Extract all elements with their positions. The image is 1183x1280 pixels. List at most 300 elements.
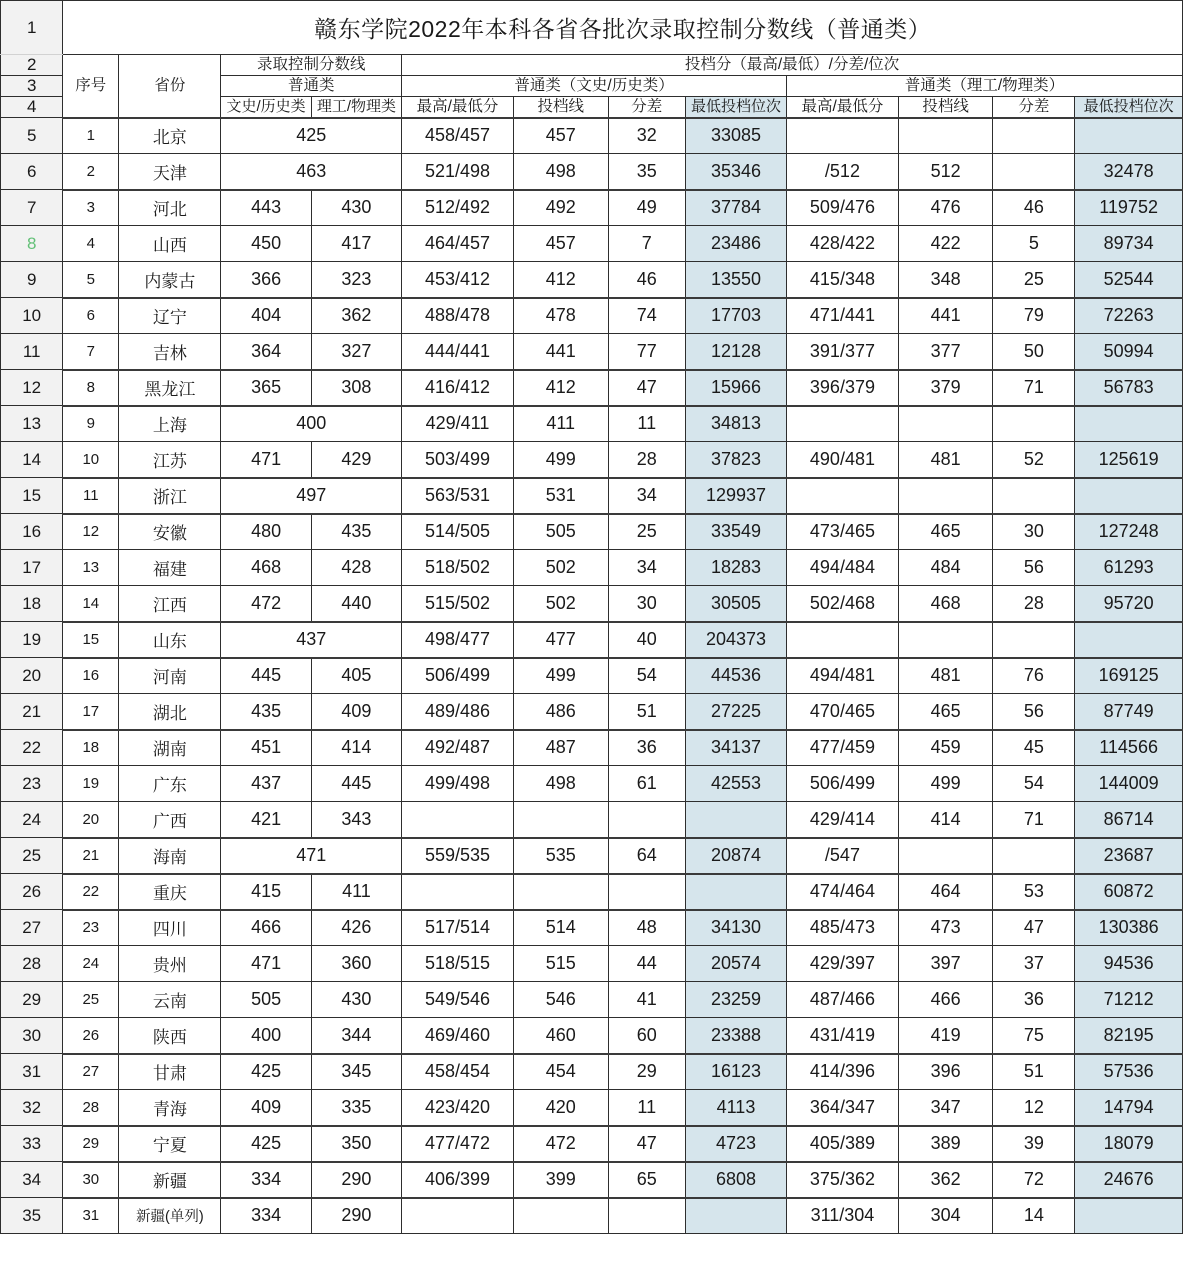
- cell-wenshi-rank[interactable]: [685, 874, 786, 910]
- row-header-33[interactable]: 33: [1, 1126, 63, 1162]
- cell-control-ligong[interactable]: 323: [311, 262, 401, 298]
- row-header-12[interactable]: 12: [1, 370, 63, 406]
- cell-ligong-high-low[interactable]: /547: [787, 838, 899, 874]
- cell-control-wenshi[interactable]: 472: [221, 586, 311, 622]
- cell-wenshi-rank[interactable]: 16123: [685, 1054, 786, 1090]
- cell-wenshi-line[interactable]: 531: [513, 478, 608, 514]
- cell-province[interactable]: 重庆: [119, 874, 221, 910]
- cell-province[interactable]: 新疆: [119, 1162, 221, 1198]
- row-header-13[interactable]: 13: [1, 406, 63, 442]
- row-header-32[interactable]: 32: [1, 1090, 63, 1126]
- cell-province[interactable]: 浙江: [119, 478, 221, 514]
- cell-ligong-line[interactable]: 499: [898, 766, 993, 802]
- cell-wenshi-rank[interactable]: 20874: [685, 838, 786, 874]
- cell-ligong-high-low[interactable]: 470/465: [787, 694, 899, 730]
- cell-index[interactable]: 15: [63, 622, 119, 658]
- cell-wenshi-line[interactable]: 399: [513, 1162, 608, 1198]
- cell-ligong-line[interactable]: [898, 118, 993, 154]
- row-header-29[interactable]: 29: [1, 982, 63, 1018]
- cell-wenshi-diff[interactable]: 35: [608, 154, 685, 190]
- cell-province[interactable]: 陕西: [119, 1018, 221, 1054]
- cell-control-wenshi[interactable]: 451: [221, 730, 311, 766]
- cell-index[interactable]: 2: [63, 154, 119, 190]
- cell-ligong-line[interactable]: 389: [898, 1126, 993, 1162]
- cell-province[interactable]: 河南: [119, 658, 221, 694]
- header-control-wenshi[interactable]: 文史/历史类: [221, 97, 311, 118]
- cell-ligong-line[interactable]: 397: [898, 946, 993, 982]
- cell-province[interactable]: 安徽: [119, 514, 221, 550]
- row-header-24[interactable]: 24: [1, 802, 63, 838]
- cell-wenshi-line[interactable]: [513, 802, 608, 838]
- table-row[interactable]: [1, 1054, 1183, 1090]
- cell-ligong-diff[interactable]: 54: [993, 766, 1075, 802]
- row-header-1[interactable]: 1: [1, 1, 63, 55]
- cell-control-ligong[interactable]: 440: [311, 586, 401, 622]
- cell-index[interactable]: 26: [63, 1018, 119, 1054]
- row-header-20[interactable]: 20: [1, 658, 63, 694]
- cell-index[interactable]: 10: [63, 442, 119, 478]
- cell-ligong-rank[interactable]: [1075, 406, 1183, 442]
- table-row[interactable]: [1, 1090, 1183, 1126]
- cell-wenshi-high-low[interactable]: 514/505: [402, 514, 514, 550]
- cell-ligong-rank[interactable]: 18079: [1075, 1126, 1183, 1162]
- cell-control-wenshi[interactable]: 468: [221, 550, 311, 586]
- cell-wenshi-line[interactable]: [513, 1198, 608, 1234]
- cell-control-ligong[interactable]: 417: [311, 226, 401, 262]
- cell-ligong-line[interactable]: 465: [898, 694, 993, 730]
- cell-wenshi-rank[interactable]: 37823: [685, 442, 786, 478]
- cell-control-ligong[interactable]: 344: [311, 1018, 401, 1054]
- cell-wenshi-diff[interactable]: 47: [608, 1126, 685, 1162]
- cell-ligong-rank[interactable]: 119752: [1075, 190, 1183, 226]
- cell-ligong-diff[interactable]: 52: [993, 442, 1075, 478]
- header-control-line-group[interactable]: 录取控制分数线: [221, 55, 402, 76]
- table-row[interactable]: [1, 262, 1183, 298]
- cell-index[interactable]: 28: [63, 1090, 119, 1126]
- cell-ligong-line[interactable]: 464: [898, 874, 993, 910]
- cell-wenshi-diff[interactable]: 60: [608, 1018, 685, 1054]
- cell-ligong-rank[interactable]: 86714: [1075, 802, 1183, 838]
- table-row[interactable]: [1, 478, 1183, 514]
- row-header-3[interactable]: 3: [1, 76, 63, 97]
- row-header-4[interactable]: 4: [1, 97, 63, 118]
- table-row[interactable]: [1, 622, 1183, 658]
- cell-wenshi-high-low[interactable]: 518/502: [402, 550, 514, 586]
- cell-ligong-diff[interactable]: 56: [993, 550, 1075, 586]
- cell-ligong-diff[interactable]: 39: [993, 1126, 1075, 1162]
- cell-ligong-diff[interactable]: 25: [993, 262, 1075, 298]
- cell-province[interactable]: 海南: [119, 838, 221, 874]
- cell-ligong-line[interactable]: 422: [898, 226, 993, 262]
- cell-control-wenshi[interactable]: 334: [221, 1162, 311, 1198]
- cell-index[interactable]: 29: [63, 1126, 119, 1162]
- header-wenshi-group[interactable]: 普通类（文史/历史类）: [402, 76, 787, 97]
- row-header-7[interactable]: 7: [1, 190, 63, 226]
- cell-ligong-high-low[interactable]: 391/377: [787, 334, 899, 370]
- cell-wenshi-diff[interactable]: 47: [608, 370, 685, 406]
- cell-province[interactable]: 山东: [119, 622, 221, 658]
- cell-control-ligong[interactable]: 290: [311, 1198, 401, 1234]
- cell-control-line-merged[interactable]: 437: [221, 622, 402, 658]
- cell-ligong-line[interactable]: 414: [898, 802, 993, 838]
- table-row[interactable]: [1, 1198, 1183, 1234]
- table-row[interactable]: [1, 298, 1183, 334]
- cell-ligong-high-low[interactable]: 502/468: [787, 586, 899, 622]
- cell-ligong-line[interactable]: 348: [898, 262, 993, 298]
- cell-ligong-high-low[interactable]: 487/466: [787, 982, 899, 1018]
- cell-wenshi-high-low[interactable]: 464/457: [402, 226, 514, 262]
- cell-wenshi-high-low[interactable]: 521/498: [402, 154, 514, 190]
- cell-ligong-high-low[interactable]: 490/481: [787, 442, 899, 478]
- cell-ligong-rank[interactable]: 72263: [1075, 298, 1183, 334]
- row-header-22[interactable]: 22: [1, 730, 63, 766]
- cell-ligong-line[interactable]: 512: [898, 154, 993, 190]
- cell-control-wenshi[interactable]: 466: [221, 910, 311, 946]
- row-header-27[interactable]: 27: [1, 910, 63, 946]
- cell-wenshi-diff[interactable]: 64: [608, 838, 685, 874]
- cell-ligong-diff[interactable]: 71: [993, 802, 1075, 838]
- cell-ligong-rank[interactable]: 114566: [1075, 730, 1183, 766]
- cell-index[interactable]: 12: [63, 514, 119, 550]
- cell-wenshi-rank[interactable]: 34137: [685, 730, 786, 766]
- cell-wenshi-line[interactable]: 457: [513, 118, 608, 154]
- cell-ligong-line[interactable]: 465: [898, 514, 993, 550]
- cell-ligong-high-low[interactable]: 473/465: [787, 514, 899, 550]
- row-header-15[interactable]: 15: [1, 478, 63, 514]
- cell-wenshi-diff[interactable]: [608, 1198, 685, 1234]
- cell-province[interactable]: 湖南: [119, 730, 221, 766]
- cell-ligong-diff[interactable]: 50: [993, 334, 1075, 370]
- table-row[interactable]: [1, 406, 1183, 442]
- cell-control-wenshi[interactable]: 409: [221, 1090, 311, 1126]
- cell-wenshi-high-low[interactable]: 406/399: [402, 1162, 514, 1198]
- cell-wenshi-high-low[interactable]: [402, 874, 514, 910]
- cell-ligong-rank[interactable]: 32478: [1075, 154, 1183, 190]
- cell-province[interactable]: 内蒙古: [119, 262, 221, 298]
- cell-wenshi-line[interactable]: 535: [513, 838, 608, 874]
- cell-ligong-rank[interactable]: 24676: [1075, 1162, 1183, 1198]
- header-ligong-group[interactable]: 普通类（理工/物理类）: [787, 76, 1183, 97]
- cell-wenshi-high-low[interactable]: 469/460: [402, 1018, 514, 1054]
- cell-ligong-high-low[interactable]: 509/476: [787, 190, 899, 226]
- cell-wenshi-high-low[interactable]: 518/515: [402, 946, 514, 982]
- cell-ligong-line[interactable]: 468: [898, 586, 993, 622]
- row-header-28[interactable]: 28: [1, 946, 63, 982]
- cell-province[interactable]: 江苏: [119, 442, 221, 478]
- cell-ligong-line[interactable]: 419: [898, 1018, 993, 1054]
- cell-wenshi-line[interactable]: [513, 874, 608, 910]
- cell-control-wenshi[interactable]: 364: [221, 334, 311, 370]
- cell-ligong-high-low[interactable]: 431/419: [787, 1018, 899, 1054]
- cell-wenshi-rank[interactable]: 33085: [685, 118, 786, 154]
- cell-wenshi-line[interactable]: 411: [513, 406, 608, 442]
- cell-wenshi-line[interactable]: 472: [513, 1126, 608, 1162]
- cell-index[interactable]: 24: [63, 946, 119, 982]
- cell-wenshi-diff[interactable]: 11: [608, 406, 685, 442]
- table-row[interactable]: [1, 838, 1183, 874]
- cell-ligong-rank[interactable]: 94536: [1075, 946, 1183, 982]
- cell-index[interactable]: 21: [63, 838, 119, 874]
- cell-wenshi-line[interactable]: 498: [513, 766, 608, 802]
- cell-control-ligong[interactable]: 290: [311, 1162, 401, 1198]
- table-row[interactable]: [1, 802, 1183, 838]
- cell-wenshi-rank[interactable]: 18283: [685, 550, 786, 586]
- cell-wenshi-diff[interactable]: 61: [608, 766, 685, 802]
- cell-wenshi-rank[interactable]: 20574: [685, 946, 786, 982]
- cell-wenshi-rank[interactable]: [685, 1198, 786, 1234]
- cell-ligong-diff[interactable]: 28: [993, 586, 1075, 622]
- cell-ligong-diff[interactable]: 36: [993, 982, 1075, 1018]
- cell-index[interactable]: 19: [63, 766, 119, 802]
- cell-control-wenshi[interactable]: 404: [221, 298, 311, 334]
- cell-control-wenshi[interactable]: 443: [221, 190, 311, 226]
- cell-ligong-diff[interactable]: [993, 406, 1075, 442]
- cell-province[interactable]: 辽宁: [119, 298, 221, 334]
- table-row[interactable]: [1, 766, 1183, 802]
- cell-province[interactable]: 甘肃: [119, 1054, 221, 1090]
- cell-index[interactable]: 7: [63, 334, 119, 370]
- cell-control-wenshi[interactable]: 435: [221, 694, 311, 730]
- cell-wenshi-rank[interactable]: 17703: [685, 298, 786, 334]
- cell-index[interactable]: 18: [63, 730, 119, 766]
- cell-wenshi-line[interactable]: 487: [513, 730, 608, 766]
- cell-ligong-diff[interactable]: 76: [993, 658, 1075, 694]
- row-header-21[interactable]: 21: [1, 694, 63, 730]
- cell-province[interactable]: 上海: [119, 406, 221, 442]
- cell-ligong-diff[interactable]: 12: [993, 1090, 1075, 1126]
- cell-ligong-high-low[interactable]: 506/499: [787, 766, 899, 802]
- cell-wenshi-line[interactable]: 412: [513, 370, 608, 406]
- cell-wenshi-line[interactable]: 478: [513, 298, 608, 334]
- cell-ligong-line[interactable]: 459: [898, 730, 993, 766]
- cell-wenshi-rank[interactable]: 34130: [685, 910, 786, 946]
- cell-wenshi-high-low[interactable]: 549/546: [402, 982, 514, 1018]
- cell-province[interactable]: 四川: [119, 910, 221, 946]
- cell-wenshi-diff[interactable]: 74: [608, 298, 685, 334]
- cell-province[interactable]: 天津: [119, 154, 221, 190]
- cell-wenshi-diff[interactable]: 29: [608, 1054, 685, 1090]
- row-header-10[interactable]: 10: [1, 298, 63, 334]
- cell-wenshi-high-low[interactable]: 458/454: [402, 1054, 514, 1090]
- row-header-25[interactable]: 25: [1, 838, 63, 874]
- cell-control-wenshi[interactable]: 366: [221, 262, 311, 298]
- cell-wenshi-high-low[interactable]: [402, 1198, 514, 1234]
- cell-ligong-rank[interactable]: 89734: [1075, 226, 1183, 262]
- cell-ligong-rank[interactable]: [1075, 478, 1183, 514]
- cell-wenshi-diff[interactable]: 7: [608, 226, 685, 262]
- cell-wenshi-diff[interactable]: 25: [608, 514, 685, 550]
- table-row[interactable]: [1, 1018, 1183, 1054]
- cell-wenshi-diff[interactable]: 44: [608, 946, 685, 982]
- cell-control-line-merged[interactable]: 463: [221, 154, 402, 190]
- cell-wenshi-high-low[interactable]: 503/499: [402, 442, 514, 478]
- cell-province[interactable]: 黑龙江: [119, 370, 221, 406]
- cell-province[interactable]: 河北: [119, 190, 221, 226]
- cell-wenshi-high-low[interactable]: 506/499: [402, 658, 514, 694]
- cell-ligong-diff[interactable]: [993, 622, 1075, 658]
- cell-control-ligong[interactable]: 405: [311, 658, 401, 694]
- cell-control-ligong[interactable]: 430: [311, 190, 401, 226]
- row-header-5[interactable]: 5: [1, 118, 63, 154]
- cell-control-wenshi[interactable]: 445: [221, 658, 311, 694]
- cell-index[interactable]: 1: [63, 118, 119, 154]
- cell-ligong-high-low[interactable]: 429/397: [787, 946, 899, 982]
- cell-ligong-rank[interactable]: 23687: [1075, 838, 1183, 874]
- cell-ligong-rank[interactable]: 61293: [1075, 550, 1183, 586]
- cell-province[interactable]: 宁夏: [119, 1126, 221, 1162]
- cell-ligong-high-low[interactable]: 471/441: [787, 298, 899, 334]
- cell-ligong-high-low[interactable]: 485/473: [787, 910, 899, 946]
- cell-ligong-line[interactable]: 441: [898, 298, 993, 334]
- cell-control-ligong[interactable]: 327: [311, 334, 401, 370]
- header-wenshi-line[interactable]: 投档线: [513, 97, 608, 118]
- cell-ligong-high-low[interactable]: 474/464: [787, 874, 899, 910]
- cell-control-wenshi[interactable]: 450: [221, 226, 311, 262]
- cell-wenshi-diff[interactable]: 34: [608, 478, 685, 514]
- cell-ligong-line[interactable]: 396: [898, 1054, 993, 1090]
- cell-control-ligong[interactable]: 409: [311, 694, 401, 730]
- cell-wenshi-line[interactable]: 420: [513, 1090, 608, 1126]
- cell-ligong-rank[interactable]: 60872: [1075, 874, 1183, 910]
- table-row[interactable]: [1, 550, 1183, 586]
- cell-wenshi-high-low[interactable]: 477/472: [402, 1126, 514, 1162]
- cell-ligong-line[interactable]: 481: [898, 442, 993, 478]
- header-wenshi-diff[interactable]: 分差: [608, 97, 685, 118]
- cell-control-ligong[interactable]: 360: [311, 946, 401, 982]
- row-header-8[interactable]: 8: [1, 226, 63, 262]
- header-index[interactable]: 序号: [63, 55, 119, 118]
- cell-ligong-rank[interactable]: [1075, 622, 1183, 658]
- cell-wenshi-rank[interactable]: [685, 802, 786, 838]
- row-header-26[interactable]: 26: [1, 874, 63, 910]
- cell-control-line-merged[interactable]: 400: [221, 406, 402, 442]
- cell-wenshi-diff[interactable]: 30: [608, 586, 685, 622]
- cell-wenshi-line[interactable]: 502: [513, 550, 608, 586]
- cell-ligong-line[interactable]: 473: [898, 910, 993, 946]
- cell-ligong-rank[interactable]: 130386: [1075, 910, 1183, 946]
- cell-province[interactable]: 北京: [119, 118, 221, 154]
- cell-ligong-diff[interactable]: [993, 154, 1075, 190]
- cell-wenshi-high-low[interactable]: 492/487: [402, 730, 514, 766]
- cell-ligong-high-low[interactable]: 477/459: [787, 730, 899, 766]
- cell-control-ligong[interactable]: 426: [311, 910, 401, 946]
- cell-ligong-line[interactable]: 362: [898, 1162, 993, 1198]
- cell-wenshi-high-low[interactable]: 423/420: [402, 1090, 514, 1126]
- header-ligong-line[interactable]: 投档线: [898, 97, 993, 118]
- cell-ligong-high-low[interactable]: 429/414: [787, 802, 899, 838]
- cell-control-wenshi[interactable]: 437: [221, 766, 311, 802]
- cell-wenshi-line[interactable]: 546: [513, 982, 608, 1018]
- cell-wenshi-diff[interactable]: 40: [608, 622, 685, 658]
- cell-wenshi-line[interactable]: 502: [513, 586, 608, 622]
- cell-control-wenshi[interactable]: 425: [221, 1126, 311, 1162]
- cell-control-ligong[interactable]: 435: [311, 514, 401, 550]
- cell-control-ligong[interactable]: 362: [311, 298, 401, 334]
- table-row[interactable]: [1, 946, 1183, 982]
- cell-index[interactable]: 30: [63, 1162, 119, 1198]
- row-header-16[interactable]: 16: [1, 514, 63, 550]
- cell-ligong-diff[interactable]: 37: [993, 946, 1075, 982]
- cell-ligong-high-low[interactable]: [787, 118, 899, 154]
- cell-ligong-diff[interactable]: 30: [993, 514, 1075, 550]
- cell-ligong-diff[interactable]: 56: [993, 694, 1075, 730]
- cell-index[interactable]: 17: [63, 694, 119, 730]
- cell-province[interactable]: 江西: [119, 586, 221, 622]
- cell-control-wenshi[interactable]: 471: [221, 442, 311, 478]
- cell-ligong-line[interactable]: 304: [898, 1198, 993, 1234]
- cell-wenshi-line[interactable]: 499: [513, 442, 608, 478]
- cell-ligong-rank[interactable]: 95720: [1075, 586, 1183, 622]
- cell-control-ligong[interactable]: 429: [311, 442, 401, 478]
- row-header-17[interactable]: 17: [1, 550, 63, 586]
- cell-ligong-rank[interactable]: 52544: [1075, 262, 1183, 298]
- table-row[interactable]: [1, 586, 1183, 622]
- cell-ligong-line[interactable]: 476: [898, 190, 993, 226]
- table-row[interactable]: [1, 910, 1183, 946]
- header-wenshi-rank[interactable]: 最低投档位次: [685, 97, 786, 118]
- table-row[interactable]: [1, 190, 1183, 226]
- cell-control-ligong[interactable]: 350: [311, 1126, 401, 1162]
- row-header-2[interactable]: 2: [1, 55, 63, 76]
- cell-ligong-diff[interactable]: 46: [993, 190, 1075, 226]
- table-row[interactable]: [1, 514, 1183, 550]
- cell-wenshi-line[interactable]: 499: [513, 658, 608, 694]
- cell-wenshi-rank[interactable]: 44536: [685, 658, 786, 694]
- cell-index[interactable]: 20: [63, 802, 119, 838]
- table-row[interactable]: [1, 1126, 1183, 1162]
- cell-ligong-diff[interactable]: [993, 478, 1075, 514]
- cell-wenshi-high-low[interactable]: [402, 802, 514, 838]
- cell-index[interactable]: 25: [63, 982, 119, 1018]
- cell-wenshi-high-low[interactable]: 429/411: [402, 406, 514, 442]
- cell-control-ligong[interactable]: 345: [311, 1054, 401, 1090]
- table-row[interactable]: [1, 730, 1183, 766]
- cell-wenshi-diff[interactable]: 41: [608, 982, 685, 1018]
- cell-wenshi-line[interactable]: 492: [513, 190, 608, 226]
- cell-wenshi-rank[interactable]: 4113: [685, 1090, 786, 1126]
- cell-index[interactable]: 6: [63, 298, 119, 334]
- row-header-9[interactable]: 9: [1, 262, 63, 298]
- cell-wenshi-line[interactable]: 477: [513, 622, 608, 658]
- cell-wenshi-diff[interactable]: 32: [608, 118, 685, 154]
- cell-wenshi-diff[interactable]: [608, 874, 685, 910]
- cell-wenshi-rank[interactable]: 37784: [685, 190, 786, 226]
- cell-control-line-merged[interactable]: 497: [221, 478, 402, 514]
- cell-ligong-rank[interactable]: 82195: [1075, 1018, 1183, 1054]
- cell-wenshi-line[interactable]: 454: [513, 1054, 608, 1090]
- cell-wenshi-high-low[interactable]: 444/441: [402, 334, 514, 370]
- cell-wenshi-diff[interactable]: [608, 802, 685, 838]
- cell-wenshi-high-low[interactable]: 512/492: [402, 190, 514, 226]
- cell-ligong-line[interactable]: [898, 838, 993, 874]
- cell-province[interactable]: 云南: [119, 982, 221, 1018]
- cell-wenshi-diff[interactable]: 65: [608, 1162, 685, 1198]
- cell-province[interactable]: 福建: [119, 550, 221, 586]
- cell-ligong-high-low[interactable]: 494/481: [787, 658, 899, 694]
- cell-control-wenshi[interactable]: 400: [221, 1018, 311, 1054]
- cell-index[interactable]: 3: [63, 190, 119, 226]
- cell-wenshi-line[interactable]: 498: [513, 154, 608, 190]
- cell-wenshi-rank[interactable]: 35346: [685, 154, 786, 190]
- row-header-30[interactable]: 30: [1, 1018, 63, 1054]
- cell-wenshi-rank[interactable]: 34813: [685, 406, 786, 442]
- cell-wenshi-rank[interactable]: 23388: [685, 1018, 786, 1054]
- cell-ligong-rank[interactable]: 14794: [1075, 1090, 1183, 1126]
- cell-ligong-high-low[interactable]: 428/422: [787, 226, 899, 262]
- cell-ligong-diff[interactable]: 5: [993, 226, 1075, 262]
- cell-control-line-merged[interactable]: 425: [221, 118, 402, 154]
- cell-ligong-diff[interactable]: 79: [993, 298, 1075, 334]
